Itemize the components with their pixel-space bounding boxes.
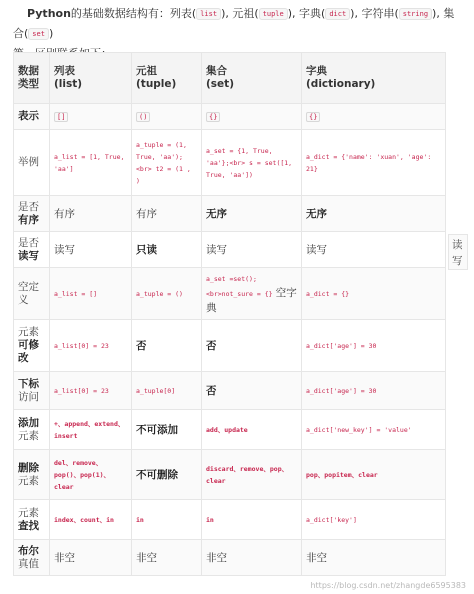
table-row xyxy=(14,104,446,130)
header-type: 数据 类型 xyxy=(14,53,50,104)
cell: 读写 xyxy=(302,232,446,268)
intro-lead: Python xyxy=(27,7,71,20)
cell: a_list[0] = 23 xyxy=(50,320,132,372)
cell: 无序 xyxy=(202,196,302,232)
overflow-text: 写 xyxy=(452,255,463,267)
table-row xyxy=(14,540,446,576)
cell: () xyxy=(132,104,202,130)
row-label-add: 添加 元素 xyxy=(14,410,50,450)
cell: a_tuple = () xyxy=(132,268,202,320)
cell: add、update xyxy=(202,410,302,450)
cell: in xyxy=(202,500,302,540)
header-set: 集合 (set) xyxy=(202,53,302,104)
row-label-empty: 空定 义 xyxy=(14,268,50,320)
table-row xyxy=(14,130,446,196)
header-list: 列表 (list) xyxy=(50,53,132,104)
row-label-find: 元素 查找 xyxy=(14,500,50,540)
code-list: list xyxy=(196,8,221,20)
cell: pop、popitem、clear xyxy=(302,450,446,500)
cell: 否 xyxy=(202,320,302,372)
cell: {} xyxy=(202,104,302,130)
cell: 读写 xyxy=(202,232,302,268)
cell: 非空 xyxy=(302,540,446,576)
header-tuple: 元祖 (tuple) xyxy=(132,53,202,104)
cell: [] xyxy=(50,104,132,130)
table-row xyxy=(14,232,446,268)
table-row xyxy=(14,268,446,320)
header-dict: 字典 (dictionary) xyxy=(302,53,446,104)
cell: a_dict['age'] = 30 xyxy=(302,372,446,410)
row-label-repr: 表示 xyxy=(14,104,50,130)
table-row xyxy=(14,500,446,540)
cell: 非空 xyxy=(132,540,202,576)
table-header-row xyxy=(14,53,446,104)
row-label-ordered: 是否 有序 xyxy=(14,196,50,232)
cell: 非空 xyxy=(202,540,302,576)
cell: 不可添加 xyxy=(132,410,202,450)
cell: a_tuple[0] xyxy=(132,372,202,410)
cell: a_dict['new_key'] = 'value' xyxy=(302,410,446,450)
cell: a_dict['key'] xyxy=(302,500,446,540)
cell: 非空 xyxy=(50,540,132,576)
intro-text: ), 集合( xyxy=(13,7,455,40)
table-row xyxy=(14,450,446,500)
table-row xyxy=(14,372,446,410)
intro-text: ), 字典( xyxy=(287,7,326,20)
row-label-index: 下标 访问 xyxy=(14,372,50,410)
row-label-example: 举例 xyxy=(14,130,50,196)
cell: discard、remove、pop、clear xyxy=(202,450,302,500)
comparison-table xyxy=(13,52,446,576)
table-row xyxy=(14,410,446,450)
cell: a_list[0] = 23 xyxy=(50,372,132,410)
cell: {} xyxy=(302,104,446,130)
code-set: set xyxy=(28,28,49,40)
row-label-remove: 删除 元素 xyxy=(14,450,50,500)
cell: 不可删除 xyxy=(132,450,202,500)
table-row xyxy=(14,196,446,232)
watermark: https://blog.csdn.net/zhangde6595383 xyxy=(310,581,466,590)
cell: index、count、in xyxy=(50,500,132,540)
code-tuple: tuple xyxy=(259,8,288,20)
cell: a_dict = {} xyxy=(302,268,446,320)
cell: del、remove、pop()、pop(1)、clear xyxy=(50,450,132,500)
cell: a_list = [] xyxy=(50,268,132,320)
code-dict: dict xyxy=(325,8,350,20)
cell: a_dict['age'] = 30 xyxy=(302,320,446,372)
overflow-cell xyxy=(448,234,468,270)
code-string: string xyxy=(399,8,432,20)
intro-text: 的基础数据结构有：列表( xyxy=(70,7,197,20)
cell: a_list = [1, True, 'aa'] xyxy=(50,130,132,196)
row-label-mutable: 元素 可修 改 xyxy=(14,320,50,372)
overflow-text: 读 xyxy=(452,239,463,251)
cell: +、append、extend、insert xyxy=(50,410,132,450)
cell: a_dict = {'name': 'xuan', 'age': 21} xyxy=(302,130,446,196)
cell: a_set = {1, True, 'aa'};<br> s = set([1, True, 'aa']) xyxy=(202,130,302,196)
cell: 读写 xyxy=(50,232,132,268)
row-label-rw: 是否 读写 xyxy=(14,232,50,268)
cell: a_set =set(); <br>not_sure = {} 空字典 xyxy=(202,268,302,320)
cell: 有序 xyxy=(132,196,202,232)
table-row xyxy=(14,320,446,372)
intro-text: ) xyxy=(48,27,54,40)
row-label-bool: 布尔 真值 xyxy=(14,540,50,576)
intro-text: ), 元祖( xyxy=(221,7,259,20)
cell: 无序 xyxy=(302,196,446,232)
cell: in xyxy=(132,500,202,540)
cell: 否 xyxy=(202,372,302,410)
cell: 有序 xyxy=(50,196,132,232)
cell: 否 xyxy=(132,320,202,372)
intro-text: ), 字符串( xyxy=(350,7,399,20)
cell: a_tuple = (1, True, 'aa'); <br> t2 = (1 , ) xyxy=(132,130,202,196)
cell: 只读 xyxy=(132,232,202,268)
